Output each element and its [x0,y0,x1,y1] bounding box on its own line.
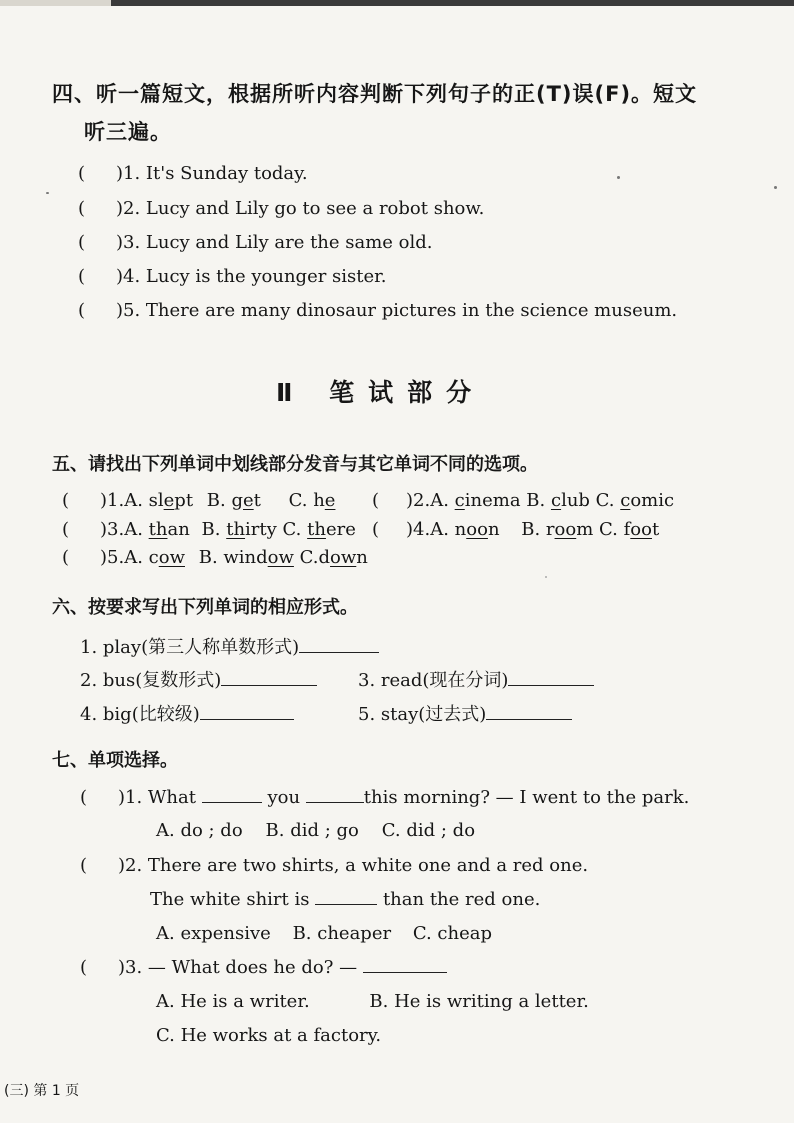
item-text: )5. There are many dinosaur pictures in the science museum. [116,300,678,321]
word-form-prompt: 4. big(比较级) [80,704,200,725]
question-text: this morning? — I went to the park. [363,787,690,808]
underlined-letters: c [550,490,562,511]
word-form-item-1 [80,633,379,659]
mc-question-3-options-row2 [156,1025,381,1046]
answer-paren[interactable]: ( [80,787,88,808]
answer-paren[interactable]: ( [78,163,86,184]
mc-question-1-options: A. do ; do B. did ; go C. did ; do [156,820,476,841]
option-c-text: C. [282,519,308,540]
answer-paren[interactable]: ( [62,490,70,511]
question-text: you [267,787,301,808]
answer-blank[interactable] [202,788,262,803]
word-form-item-5 [358,700,572,726]
question-number: )4. [406,519,431,540]
underlined-letters: c [620,490,631,511]
question-number: )1. [100,490,125,511]
underlined-letters: oo [630,519,652,540]
option-b-text: B. r [521,519,555,540]
answer-paren[interactable]: ( [78,266,86,287]
option-b-text: B. wind [198,547,268,568]
page-footer: (三) 第 1 页 [4,1083,80,1099]
option-c-text: C.d [299,547,331,568]
answer-paren[interactable]: ( [62,547,70,568]
option-a-text: A. [124,519,149,540]
underlined-letters: th [148,519,168,540]
section7-title: 七、单项选择。 [52,750,178,771]
question-text: than the red one. [382,889,541,910]
question-text: The white shirt is [150,889,310,910]
section4-title-line1: 四、听一篇短文，根据所听内容判断下列句子的正(T)误(F)。短文 [52,82,698,106]
section4-title-line2: 听三遍。 [84,120,172,144]
option-b-text: B. g [206,490,243,511]
underlined-letters: oo [466,519,488,540]
option-c-text: C. [595,490,621,511]
underlined-letters: e [243,490,254,511]
section6-title: 六、按要求写出下列单词的相应形式。 [52,597,358,618]
phonics-question-5 [62,547,368,568]
answer-paren[interactable]: ( [78,300,86,321]
answer-blank[interactable] [363,958,447,973]
option-a-text: A. c [124,547,159,568]
word-form-item-2 [80,666,317,692]
option-a[interactable]: A. expensive [156,923,271,944]
option-a-text: A. [430,490,455,511]
option-c-text: C. h [288,490,325,511]
underlined-letters: oo [554,519,577,540]
word-form-prompt: 1. play(第三人称单数形式) [80,637,300,658]
item-text: )1. It's Sunday today. [116,163,308,184]
question-number: )5. [100,547,125,568]
answer-blank[interactable] [486,705,572,720]
word-form-item-4 [80,700,294,726]
option-c[interactable]: C. cheap [412,923,492,944]
item-text: )4. Lucy is the younger sister. [116,266,387,287]
option-a-text-end: an [167,519,190,540]
option-b-text: B. [201,519,227,540]
underlined-letters: ow [330,547,357,568]
question-text: )1. What [118,787,196,808]
underlined-letters: e [163,490,175,511]
answer-paren[interactable]: ( [80,957,88,978]
option-c[interactable]: C. He works at a factory. [156,1025,382,1046]
listening-item [78,232,433,253]
answer-blank[interactable] [508,671,594,686]
phonics-question-3 [62,519,356,540]
phonics-question-1 [62,490,335,511]
option-b[interactable]: B. He is writing a letter. [369,991,589,1012]
question-number: )3. [100,519,125,540]
phonics-question-2 [372,490,674,511]
option-b-text-end: t [253,490,261,511]
word-form-item-3 [358,666,594,692]
item-text: )3. Lucy and Lily are the same old. [116,232,433,253]
answer-paren[interactable]: ( [372,519,380,540]
option-a-text: A. sl [124,490,164,511]
scan-speck [774,186,777,189]
underlined-letters: e [324,490,336,511]
underlined-letters: ow [267,547,294,568]
listening-item [78,300,677,321]
answer-paren[interactable]: ( [372,490,380,511]
option-a-text-end: n [487,519,500,540]
option-a[interactable]: A. He is a writer. [156,991,310,1012]
answer-blank[interactable] [221,671,317,686]
underlined-letters: c [454,490,465,511]
option-b-text-end: irty [245,519,277,540]
option-b-text: B. [526,490,551,511]
option-b-text-end: lub [561,490,590,511]
option-a-text-end: inema [464,490,521,511]
option-c-text-end: ere [325,519,356,540]
option-c-text: C. f [599,519,631,540]
mc-question-3 [80,957,447,978]
option-c-text-end: omic [630,490,675,511]
mc-question-2-line2 [150,889,540,910]
option-a-text: A. n [430,519,467,540]
scan-speck [617,176,620,179]
question-text: )2. There are two shirts, a white one and a red one. [118,855,589,876]
listening-item [78,198,484,219]
listening-item [78,163,308,184]
option-c-text-end: n [356,547,368,568]
question-number: )2. [406,490,431,511]
written-part-title: Ⅱ 笔试部分 [276,378,486,407]
option-a-text-end: pt [174,490,194,511]
phonics-question-4 [372,519,659,540]
answer-paren[interactable]: ( [80,855,88,876]
answer-paren[interactable]: ( [78,232,86,253]
scan-speck [545,576,547,578]
word-form-prompt: 5. stay(过去式) [358,704,487,725]
underlined-letters: th [307,519,326,540]
answer-blank[interactable] [200,705,294,720]
answer-blank[interactable] [306,788,364,803]
answer-blank[interactable] [315,890,377,905]
listening-item [78,266,387,287]
answer-paren[interactable]: ( [62,519,70,540]
scan-speck [46,192,49,194]
mc-question-2 [80,855,588,876]
mc-question-2-options [156,923,492,944]
option-c-text-end: t [651,519,660,540]
underlined-letters: th [226,519,246,540]
mc-question-3-options-row1 [156,991,589,1012]
underlined-letters: ow [158,547,185,568]
option-b-text-end: m [576,519,594,540]
answer-paren[interactable]: ( [78,198,86,219]
word-form-prompt: 3. read(现在分词) [358,670,509,691]
answer-blank[interactable] [299,638,379,653]
word-form-prompt: 2. bus(复数形式) [80,670,222,691]
section5-title: 五、请找出下列单词中划线部分发音与其它单词不同的选项。 [52,454,538,475]
scan-top-edge [0,0,794,6]
option-b[interactable]: B. cheaper [292,923,392,944]
question-text: )3. — What does he do? — [118,957,358,978]
mc-question-1 [80,787,689,808]
item-text: )2. Lucy and Lily go to see a robot show. [116,198,485,219]
